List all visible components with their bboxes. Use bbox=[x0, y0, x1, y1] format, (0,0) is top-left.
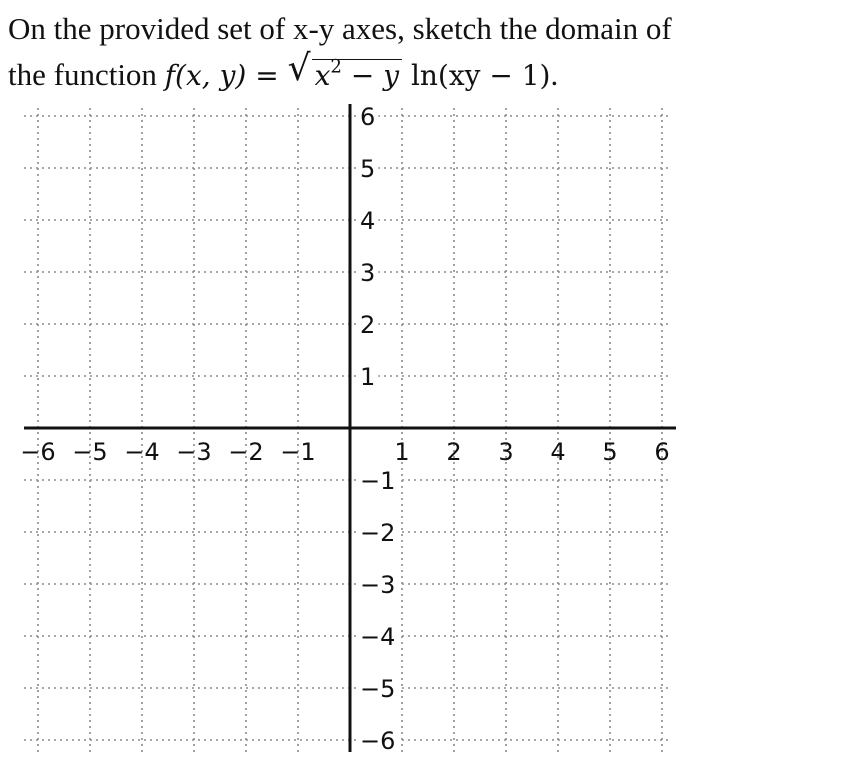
y-tick-label: 6 bbox=[360, 103, 376, 131]
x-tick-label: −2 bbox=[228, 438, 264, 466]
x-tick-label: −3 bbox=[176, 438, 212, 466]
sentence-period: . bbox=[550, 57, 559, 92]
x-tick-label: −1 bbox=[280, 438, 316, 466]
function-lhs: f(x, y) = bbox=[164, 59, 288, 92]
y-tick-label: 3 bbox=[360, 259, 376, 287]
radicand-exponent: 2 bbox=[330, 56, 342, 78]
x-tick-label: −5 bbox=[72, 438, 108, 466]
y-tick-label: −5 bbox=[360, 675, 396, 703]
y-tick-label: −4 bbox=[360, 623, 396, 651]
radicand-x: x bbox=[314, 59, 331, 92]
function-intro: the function bbox=[8, 57, 165, 92]
x-tick-label: 3 bbox=[498, 438, 514, 466]
y-tick-label: 1 bbox=[360, 363, 376, 391]
radical-sign-icon: √ bbox=[287, 48, 311, 89]
y-tick-label: −6 bbox=[360, 727, 396, 755]
problem-line-1: On the provided set of x-y axes, sketch the domain of bbox=[8, 11, 672, 46]
grid-lines bbox=[24, 108, 672, 752]
radicand-rest: − y bbox=[341, 59, 400, 92]
y-tick-label: −1 bbox=[360, 467, 396, 495]
x-tick-label: −4 bbox=[124, 438, 160, 466]
axes bbox=[24, 104, 676, 752]
log-term: ln(xy − 1) bbox=[402, 59, 551, 92]
y-tick-label: 5 bbox=[360, 155, 376, 183]
x-tick-label: 5 bbox=[602, 438, 618, 466]
y-tick-label: 4 bbox=[360, 207, 376, 235]
y-tick-label: −2 bbox=[360, 519, 396, 547]
y-tick-label: −3 bbox=[360, 571, 396, 599]
x-tick-label: −6 bbox=[20, 438, 56, 466]
x-tick-label: 4 bbox=[550, 438, 566, 466]
x-tick-label: 1 bbox=[394, 438, 410, 466]
x-tick-label: 2 bbox=[446, 438, 462, 466]
x-tick-label: 6 bbox=[654, 438, 670, 466]
y-tick-label: 2 bbox=[360, 311, 376, 339]
